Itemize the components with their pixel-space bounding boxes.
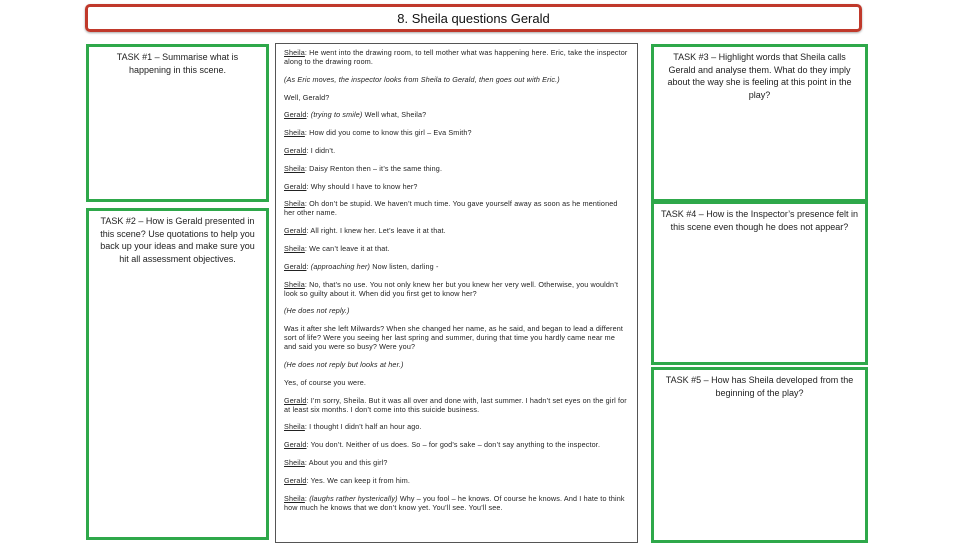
dialogue-text: Well, Gerald?: [284, 92, 330, 102]
stage-direction: (As Eric moves, the inspector looks from Sheila to Gerald, then goes out with Eric.): [284, 74, 560, 84]
dialogue-text: : I thought I didn’t half an hour ago.: [304, 422, 422, 432]
script-line: [284, 440, 629, 449]
speaker-name: Sheila: [284, 457, 305, 467]
dialogue-text: : About you and this girl?: [304, 457, 388, 467]
script-line: [284, 226, 629, 235]
dialogue-text: : Oh don’t be stupid. We haven’t much time. You gave yourself away as soon as he mentioned her other name.: [284, 199, 618, 218]
script-line: [284, 75, 629, 84]
speaker-name: Sheila: [284, 128, 305, 138]
dialogue-text: : How did you come to know this girl – Eva Smith?: [304, 128, 472, 138]
title-banner: [85, 4, 862, 32]
speaker-name: Sheila: [284, 48, 305, 57]
task-4-box: [651, 201, 868, 365]
dialogue-text: Was it after she left Milwards? When she changed her name, as he said, and began to lead a different sort of life? Were you seeing her last spring and summer, during that time you hardly came near me and said you were so busy? Were you?: [284, 324, 624, 352]
task-5-box: [651, 367, 868, 543]
script-line: [284, 324, 629, 351]
script-line: [284, 93, 629, 102]
script-line: [284, 128, 629, 137]
task-3-prompt: TASK #3 – Highlight words that Sheila calls Gerald and analyse them. What do they imply about the way she is feeling at this point in the play?: [667, 52, 852, 100]
script-line: [284, 422, 629, 431]
dialogue-text: : Yes. We can keep it from him.: [306, 475, 411, 485]
script-line: [284, 476, 629, 485]
stage-direction: (trying to smile): [310, 110, 363, 120]
speaker-name: Sheila: [284, 199, 305, 209]
speaker-name: Gerald: [284, 145, 307, 155]
speaker-name: Gerald: [284, 395, 307, 405]
speaker-name: Gerald: [284, 226, 307, 236]
script-line: [284, 164, 629, 173]
script-line: [284, 306, 629, 315]
speaker-name: Sheila: [284, 243, 305, 253]
page-title: 8. Sheila questions Gerald: [397, 10, 550, 26]
dialogue-text: : Why should I have to know her?: [306, 181, 418, 191]
speaker-name: Sheila: [284, 493, 305, 503]
stage-direction: (approaching her): [310, 261, 371, 271]
speaker-name: Gerald: [284, 261, 307, 271]
script-line: [284, 280, 629, 298]
script-line: [284, 48, 629, 66]
stage-direction: (He does not reply.): [284, 306, 350, 316]
script-line: [284, 244, 629, 253]
dialogue-text: Yes, of course you were.: [284, 377, 367, 387]
dialogue-text: : No, that’s no use. You not only knew her but you knew her very well. Otherwise, you wouldn’t look so guilty about it. When did you first get to know her?: [284, 279, 619, 298]
script-line: [284, 458, 629, 467]
script-line: [284, 396, 629, 414]
script-line: Gerald: (approaching her) Now listen, darling -: [284, 261, 439, 271]
task-5-prompt: TASK #5 – How has Sheila developed from the beginning of the play?: [665, 375, 854, 398]
dialogue-text: : All right. I knew her. Let’s leave it at that.: [306, 226, 446, 236]
script-extract: [275, 43, 638, 543]
dialogue-text: : We can’t leave it at that.: [304, 243, 390, 253]
task-4-prompt: TASK #4 – How is the Inspector’s presence felt in this scene even though he does not appear?: [660, 209, 859, 232]
task-2-box: [86, 208, 269, 540]
dialogue-text: Well what, Sheila?: [362, 110, 427, 120]
task-3-box: [651, 44, 868, 202]
script-line: [284, 146, 629, 155]
task-2-prompt: TASK #2 – How is Gerald presented in this scene? Use quotations to help you back up your ideas and make sure you hit all assessment objectives.: [100, 216, 255, 264]
dialogue-text: : I’m sorry, Sheila. But it was all over and done with, last summer. I hadn’t set eyes on the girl for at least six months. I don’t come into this suicide business.: [284, 395, 627, 414]
speaker-name: Sheila: [284, 422, 305, 432]
speaker-name: Gerald: [284, 475, 307, 485]
dialogue-text: : He went into the drawing room, to tell mother what was happening here. Eric, take the inspector along to the drawing room.: [284, 48, 628, 66]
dialogue-text: : You don’t. Neither of us does. So – for god’s sake – don’t say anything to the inspector.: [306, 440, 601, 450]
script-line: Gerald: (trying to smile) Well what, Sheila?: [284, 110, 427, 120]
speaker-name: Gerald: [284, 440, 307, 450]
dialogue-text: : Daisy Renton then – it’s the same thing.: [304, 163, 443, 173]
script-line: [284, 182, 629, 191]
stage-direction: (He does not reply but looks at her.): [284, 359, 404, 369]
stage-direction: (laughs rather hysterically): [309, 493, 398, 503]
task-1-prompt: TASK #1 – Summarise what is happening in this scene.: [116, 52, 239, 75]
script-line: Sheila: (laughs rather hysterically) Why – you fool – he knows. Of course he knows. And I hate to think how much he knows that we don’t know yet. You’ll see. You’ll see.: [284, 493, 625, 512]
script-line: [284, 199, 629, 217]
script-line: [284, 360, 629, 369]
speaker-name: Sheila: [284, 163, 305, 173]
dialogue-text: Now listen, darling -: [370, 261, 439, 271]
speaker-name: Sheila: [284, 279, 305, 289]
dialogue-text: Why – you fool – he knows. Of course he knows. And I hate to think how much he knows that we don’t know yet. You’ll see. You’ll see.: [284, 493, 625, 512]
speaker-name: Gerald: [284, 181, 307, 191]
dialogue-text: : I didn’t.: [306, 145, 336, 155]
speaker-name: Gerald: [284, 110, 307, 120]
task-1-box: [86, 44, 269, 202]
script-line: [284, 378, 629, 387]
